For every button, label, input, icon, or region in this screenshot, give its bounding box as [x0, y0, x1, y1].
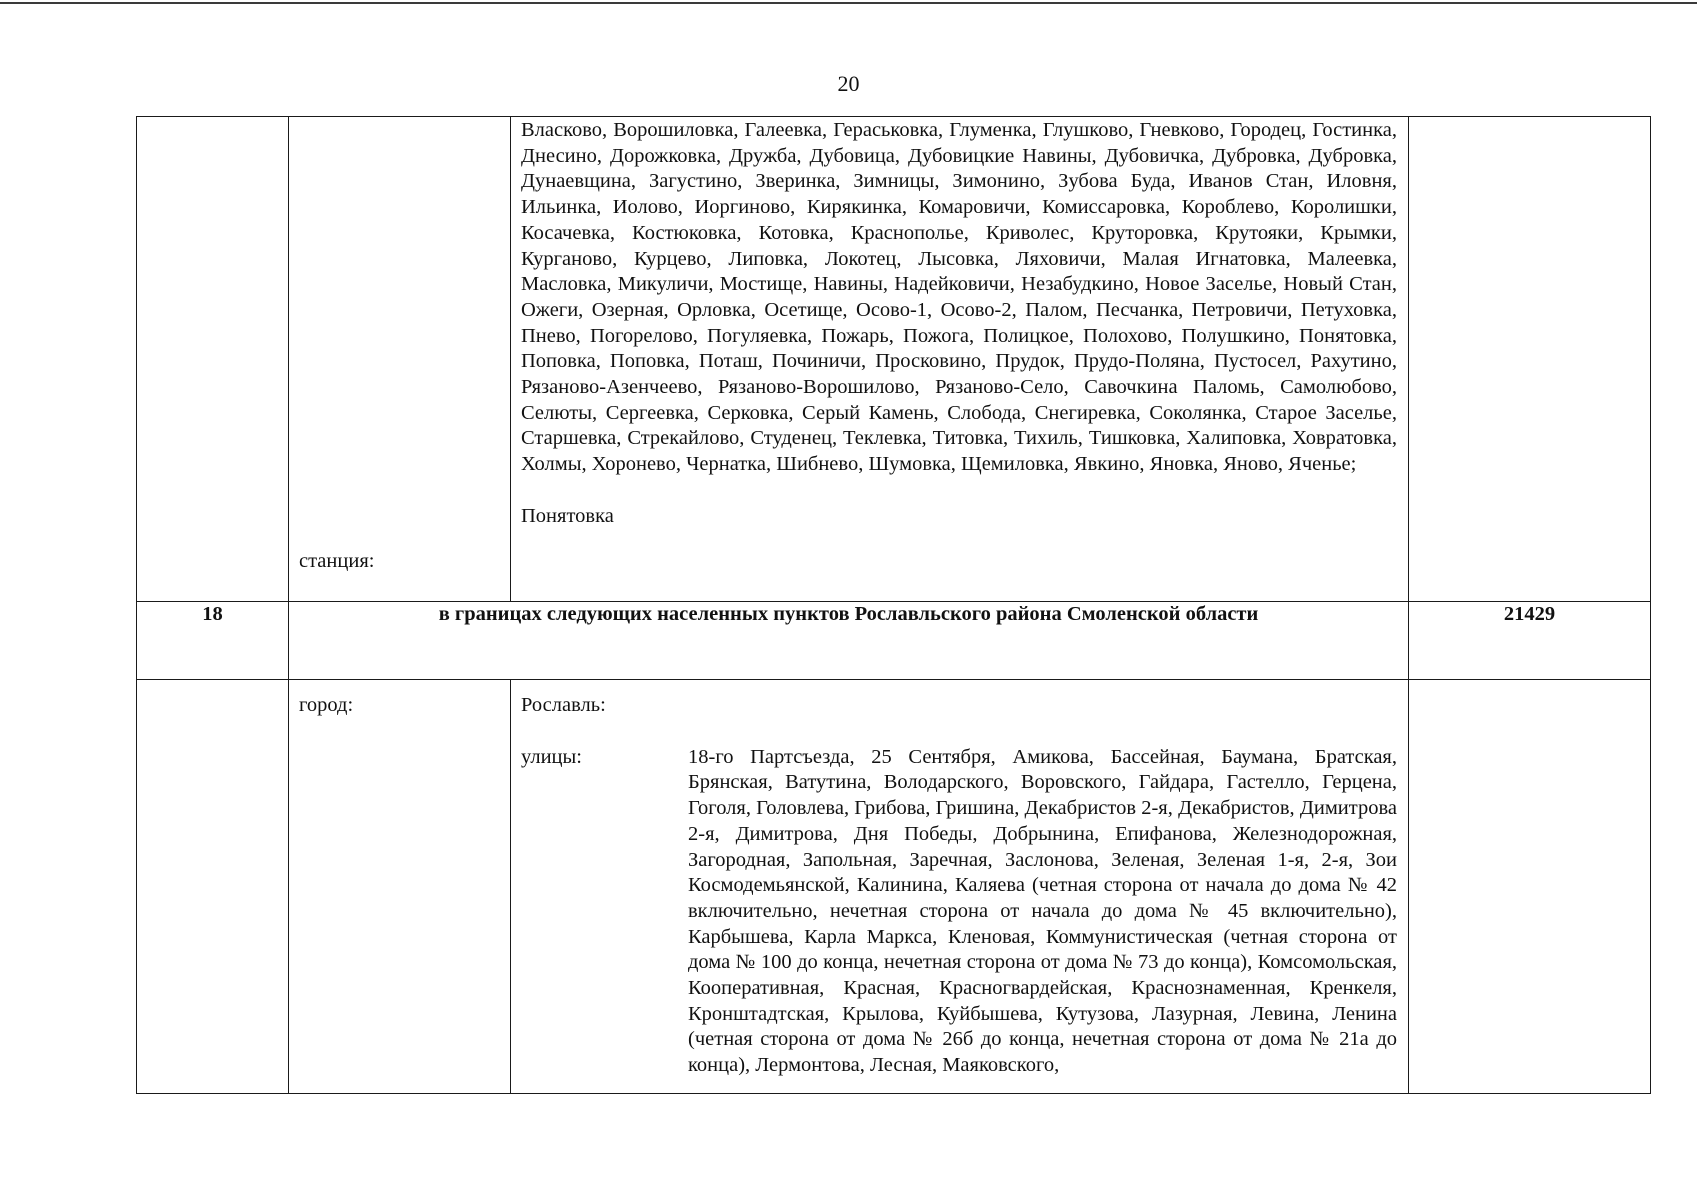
- settlements-list: Власково, Ворошиловка, Галеевка, Гераськовка, Глуменка, Глушково, Гневково, Городец, Гостинка, Днесино, Дорожковка, Дружба, Дубовица, Дубовицкие Навины, Дубовичка, Дубровка, Дубровка, Дунаевщина, Загустино, Зверинка, Зимницы, Зимонино, Зубова Буда, Иванов Стан, Иловня, Ильинка, Иолово, Иоргиново, Кирякинка, Комаровичи, Комиссаровка, Короблево, Королишки, Косачевка, Костюковка, Котовка, Краснополье, Криволес, Круторовка, Крутояки, Крымки, Курганово, Курцево, Липовка, Локотец, Лысовка, Ляховичи, Малая Игнатовка, Малеевка, Масловка, Микуличи, Мостище, Навины, Надейковичи, Незабудкино, Новое Заселье, Новый Стан, Ожеги, Озерная, Орловка, Осетище, Осово-1, Осово-2, Палом, Песчанка, Петровичи, Петуховка, Пнево, Погорелово, Погуляевка, Пожарь, Пожога, Полицкое, Полохово, Полушкино, Понятовка, Поповка, Поповка, Поташ, Починичи, Просковино, Прудок, Прудо-Поляна, Пустосел, Рахутино, Рязаново-Азенчеево, Рязаново-Ворошилово, Рязаново-Село, Савочкина Паломь, Самолюбово, Селюты, Сергеевка, Серковка, Серый Камень, Слобода, Снегиревка, Соколянка, Старое Заселье, Старшевка, Стрекайлово, Студенец, Теклевка, Титовка, Тихиль, Тишковка, Халиповка, Ховратовка, Холмы, Хоронево, Чернатка, Шибнево, Шумовка, Щемиловка, Явкино, Яновка, Яново, Яченье;: [521, 119, 1397, 476]
- streets-label: улицы:: [521, 745, 582, 768]
- type-cell: [289, 117, 511, 602]
- table-row: [137, 680, 1651, 1094]
- city-name: Рославль:: [521, 694, 606, 716]
- population-cell: [1409, 117, 1651, 602]
- scan-border-line: [0, 2, 1697, 4]
- city-label: город:: [299, 694, 354, 716]
- table-row: [137, 117, 1651, 602]
- district-population: 21429: [1409, 602, 1651, 680]
- city-cell: [511, 680, 1409, 1094]
- table-row: [137, 602, 1651, 680]
- streets-block: [511, 745, 1408, 1079]
- number-cell: [137, 117, 289, 602]
- page-number: 20: [837, 71, 860, 96]
- streets-list: 18-го Партсъезда, 25 Сентября, Амикова, Бассейная, Баумана, Братская, Брянская, Ватутина, Володарского, Воровского, Гайдара, Гастелло, Герцена, Гоголя, Головлева, Грибова, Гришина, Декабристов 2-я, Декабристов, Димитрова 2-я, Димитрова, Дня Победы, Добрынина, Епифанова, Железнодорожная, Загородная, Запольная, Заречная, Заслонова, Зеленая, Зеленая 1-я, 2-я, Зои Космодемьянской, Калинина, Каляева (четная сторона от начала до дома № 42 включительно, нечетная сторона от начала до дома № 45 включительно), Карбышева, Карла Маркса, Кленовая, Коммунистическая (четная сторона от дома № 100 до конца, нечетная сторона от дома № 73 до конца), Комсомольская, Кооперативная, Красная, Красногвардейская, Краснознаменная, Кренкеля, Кронштадтская, Крылова, Куйбышева, Кутузова, Лазурная, Левина, Ленина (четная сторона от дома № 26б до конца, нечетная сторона от дома № 21а до конца), Лермонтова, Лесная, Маяковского,: [688, 745, 1397, 1077]
- settlements-cell: [511, 117, 1409, 602]
- station-label: станция:: [299, 550, 375, 572]
- station-name: Понятовка: [521, 504, 614, 527]
- number-cell: [137, 680, 289, 1094]
- district-number: 18: [137, 602, 289, 680]
- district-description: в границах следующих населенных пунктов Рославльского района Смоленской области: [289, 602, 1409, 680]
- districts-table: [136, 116, 1651, 1094]
- type-cell: [289, 680, 511, 1094]
- population-cell: [1409, 680, 1651, 1094]
